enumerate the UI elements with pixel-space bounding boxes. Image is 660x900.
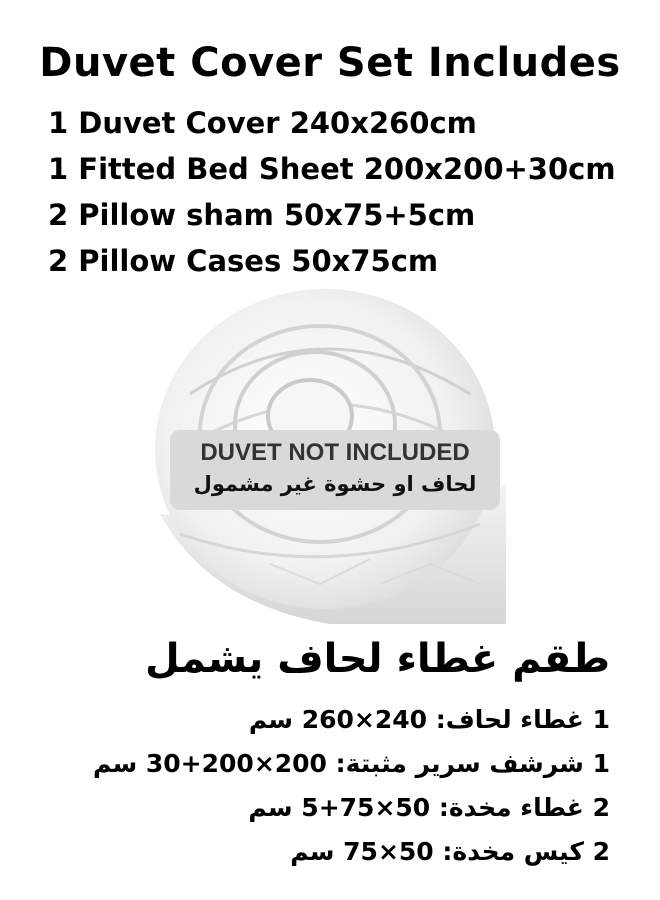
- arabic-item-fitted-sheet: 1 شرشف سرير مثبتة: 200×200+30 سم: [92, 749, 610, 778]
- notice-arabic-text: لحاف او حشوة غير مشمول: [193, 472, 477, 496]
- english-item-duvet-cover: 1 Duvet Cover 240x260cm: [48, 106, 477, 140]
- arabic-title: طقم غطاء لحاف يشمل: [145, 636, 610, 682]
- arabic-contents-list: [93, 698, 610, 874]
- english-item-fitted-sheet: 1 Fitted Bed Sheet 200x200+30cm: [48, 152, 616, 186]
- notice-english-text: DUVET NOT INCLUDED: [200, 439, 470, 466]
- english-contents-list: [48, 100, 616, 284]
- arabic-item-pillow-sham: 2 غطاء مخدة: 50×75+5 سم: [248, 793, 610, 822]
- english-title: Duvet Cover Set Includes: [39, 40, 621, 86]
- arabic-item-pillow-cases: 2 كيس مخدة: 50×75 سم: [290, 837, 610, 866]
- english-item-pillow-cases: 2 Pillow Cases 50x75cm: [48, 244, 439, 278]
- english-item-pillow-sham: 2 Pillow sham 50x75+5cm: [48, 198, 476, 232]
- arabic-item-duvet-cover: 1 غطاء لحاف: 240×260 سم: [248, 705, 610, 734]
- duvet-not-included-notice: [170, 430, 500, 510]
